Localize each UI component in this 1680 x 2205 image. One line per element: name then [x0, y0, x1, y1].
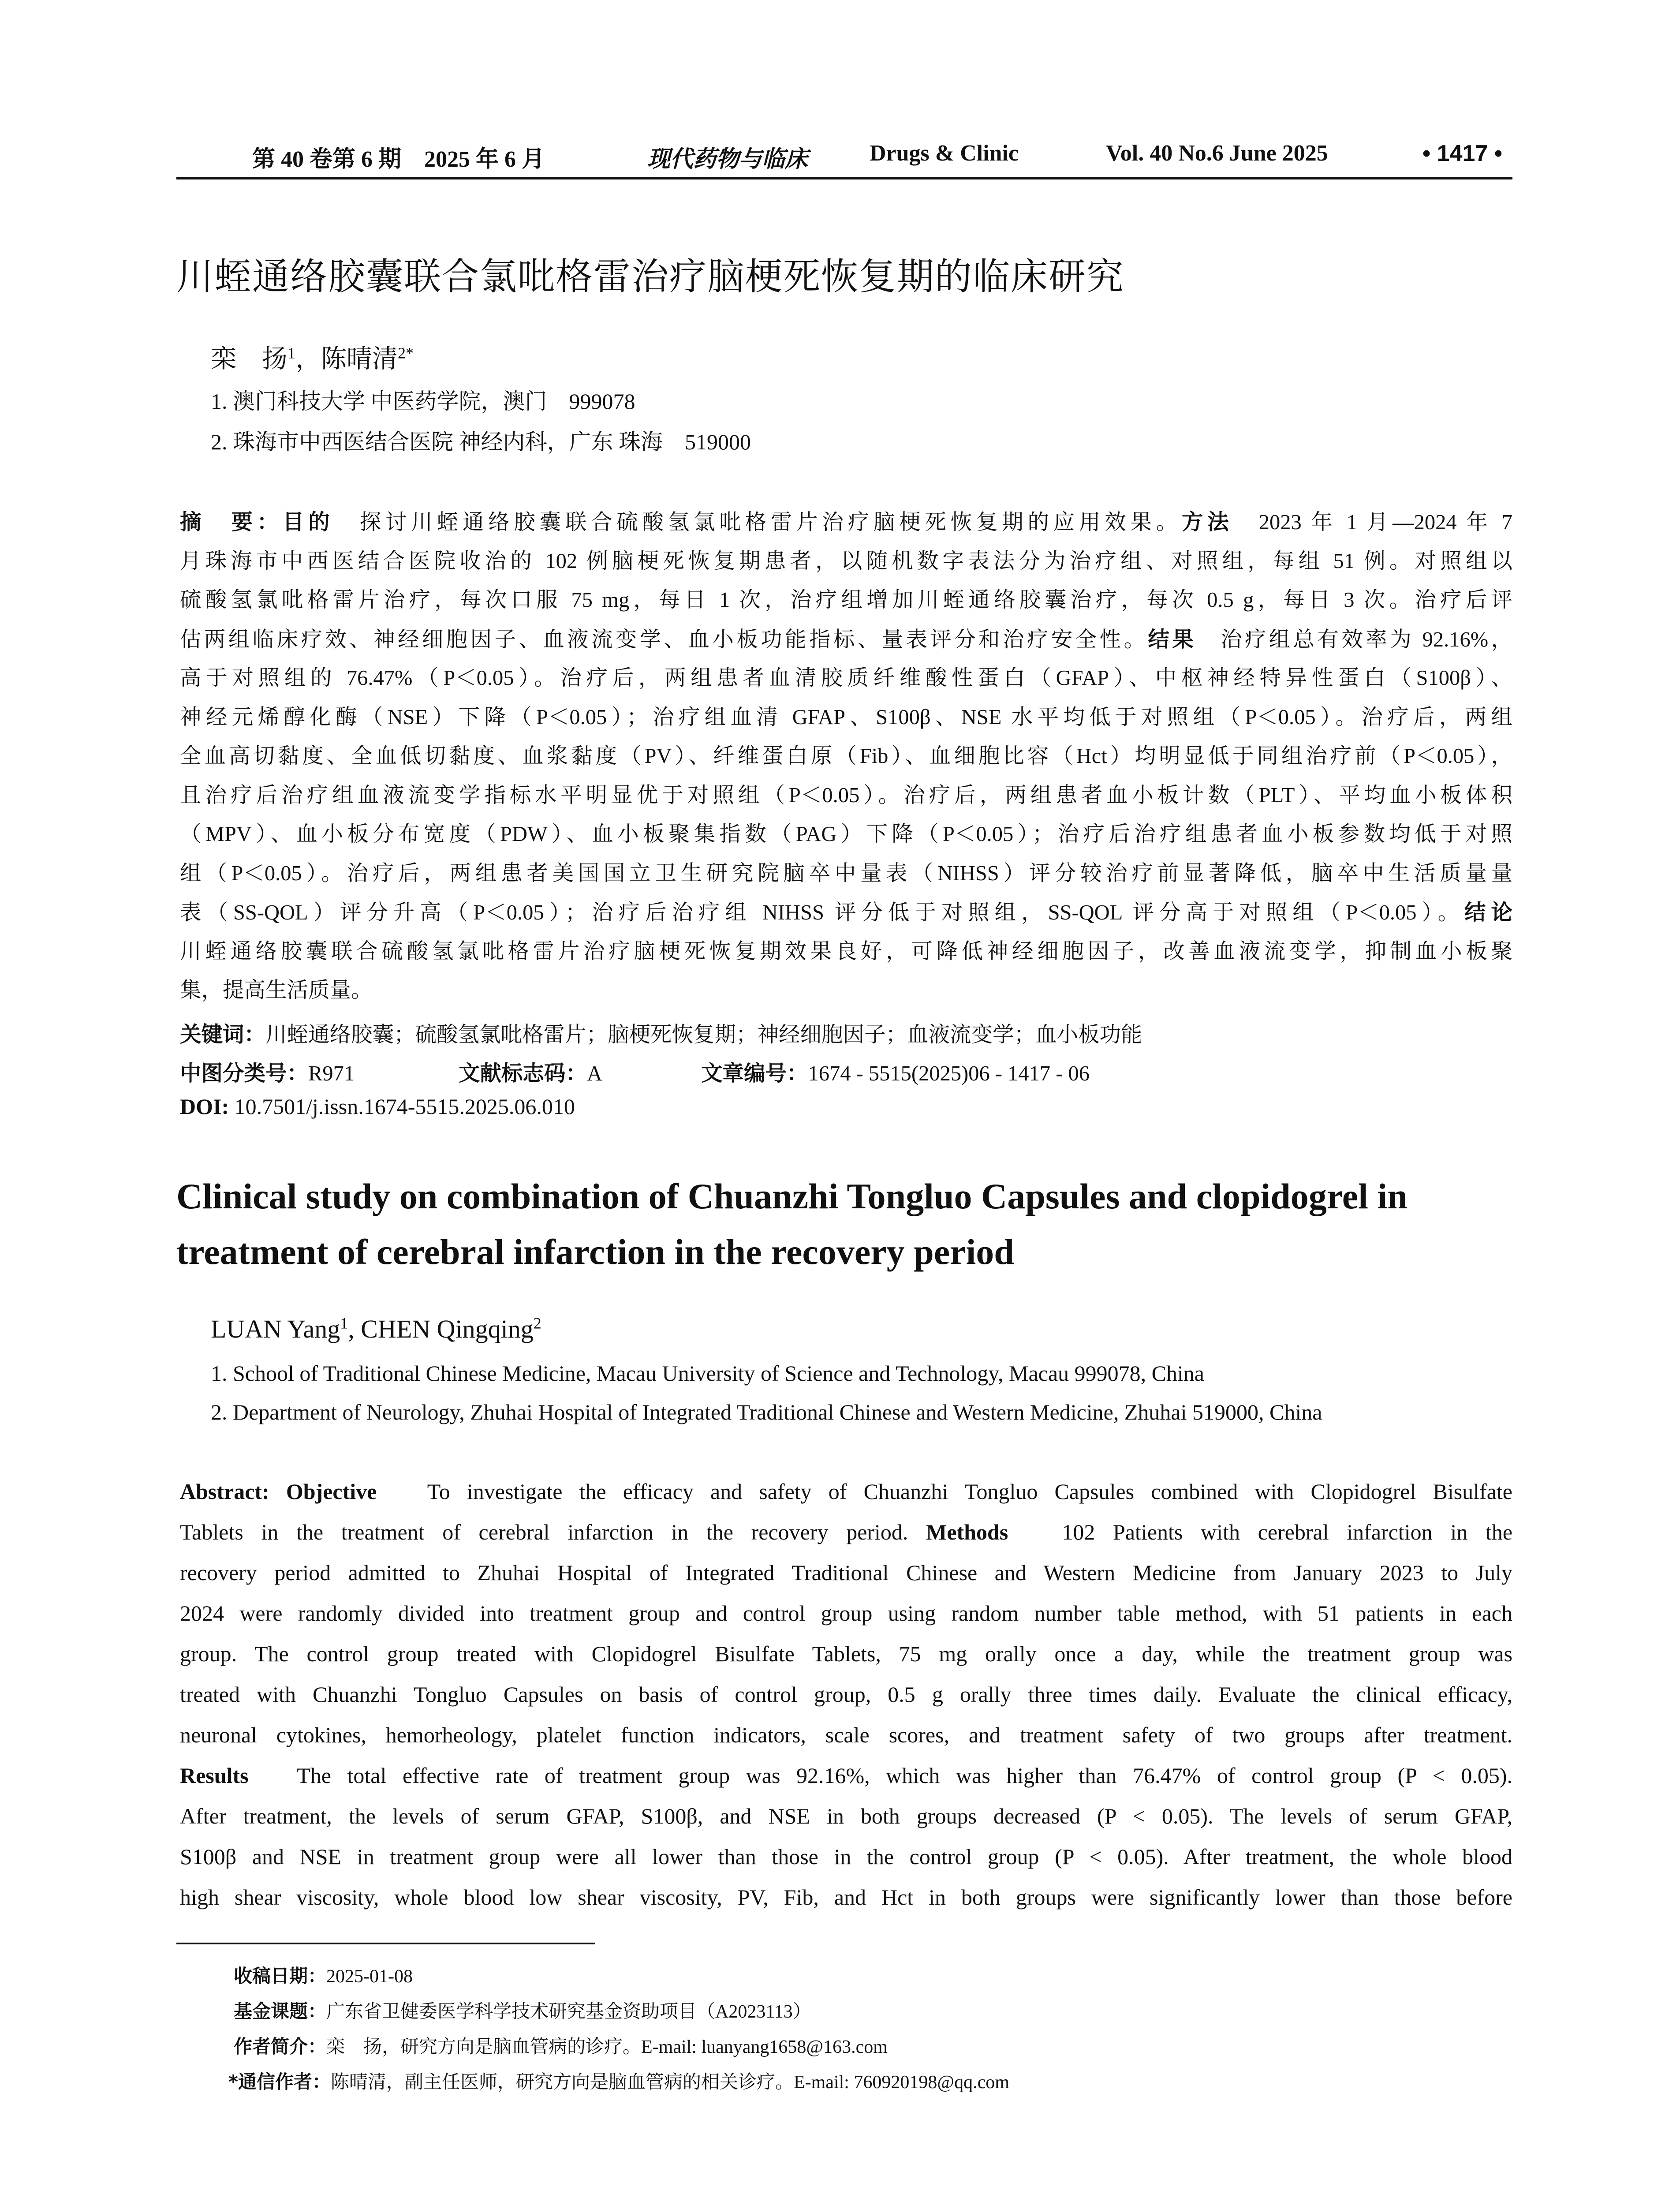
abstract-cn-line: 全血高切黏度、全血低切黏度、血浆黏度（PV）、纤维蛋白原（Fib）、血细胞比容（Hct）均明显低于同组治疗前（P＜0.05）， — [180, 744, 1512, 768]
methods-label-en: Methods — [926, 1520, 1008, 1544]
footnote-corresponding-author: *通信作者：陈晴清，副主任医师，研究方向是脑血管病的相关诊疗。E-mail: 760920198@qq.com — [228, 2071, 1009, 2093]
authors-cn — [211, 338, 414, 375]
header-volume-en: Vol. 40 No.6 June 2025 — [1106, 141, 1328, 166]
footnote-fund: 基金课题：广东省卫健委医学科学技术研究基金资助项目（A2023113） — [234, 2000, 811, 2022]
abstract-en-label: Abstract: — [180, 1479, 269, 1504]
footnote-author-bio: 作者简介：栾 扬，研究方向是脑血管病的诊疗。E-mail: luanyang1658@163.com — [234, 2036, 888, 2057]
doi-link[interactable]: 10.7501/j.issn.1674-5515.2025.06.010 — [234, 1094, 575, 1119]
abstract-en — [180, 1471, 1512, 1917]
objective-label-cn: 目的 — [283, 510, 334, 534]
header-rule — [176, 177, 1512, 179]
author-en-2: , CHEN Qingqing — [348, 1315, 534, 1343]
abstract-cn-line: （MPV）、血小板分布宽度（PDW）、血小板聚集指数（PAG）下降（P＜0.05）；治疗后治疗组患者血小板参数均低于对照 — [180, 822, 1512, 846]
abstract-en-line: recovery period admitted to Zhuhai Hospital of Integrated Traditional Chinese and Western Medicine from January 2023 to July — [180, 1560, 1512, 1585]
abstract-en-line: neuronal cytokines, hemorheology, platelet function indicators, scale scores, and treatment safety of two groups after treatment. — [180, 1723, 1512, 1747]
abstract-en-line: Tablets in the treatment of cerebral infarction in the recovery period. Methods 102 Patients with cerebral infarction in the — [180, 1520, 1513, 1544]
authors-en: LUAN Yang$^1$, CHEN Qingqing$^2$ — [211, 1314, 541, 1343]
abstract-cn-line: 川蛭通络胶囊联合硫酸氢氯吡格雷片治疗脑梗死恢复期效果良好，可降低神经细胞因子，改善血液流变学，抑制血小板聚 — [180, 939, 1512, 963]
document-code-row: 文献标志码：A — [459, 1061, 603, 1086]
abstract-en-line: treated with Chuanzhi Tongluo Capsules on basis of control group, 0.5 g orally three times daily. Evaluate the clinical efficacy, — [180, 1682, 1512, 1707]
abstract-cn — [180, 503, 1512, 1010]
results-label-cn: 结果 — [1148, 627, 1197, 652]
keywords-label-cn: 关键词： — [180, 1022, 266, 1047]
title-cn: 川蛭通络胶囊联合氯吡格雷治疗脑梗死恢复期的临床研究 — [176, 255, 1125, 298]
article-number: 1674 - 5515(2025)06 - 1417 - 06 — [808, 1062, 1090, 1085]
conclusion-label-cn: 结论 — [1464, 900, 1512, 925]
affiliation-en-1: 1. School of Traditional Chinese Medicine, Macau University of Science and Technology, Macau 999078, China — [211, 1361, 1205, 1386]
abstract-cn-line: 摘 要：目的 探讨川蛭通络胶囊联合硫酸氢氯吡格雷片治疗脑梗死恢复期的应用效果。方法 2023 年 1 月—2024 年 7 — [180, 510, 1512, 534]
abstract-en-line: Abstract: Objective To investigate the efficacy and safety of Chuanzhi Tongluo Capsules combined with Clopidogrel Bisulfate — [180, 1479, 1512, 1504]
abstract-en-line: high shear viscosity, whole blood low shear viscosity, PV, Fib, and Hct in both groups were significantly lower than those before — [180, 1885, 1512, 1910]
abstract-en-line: Results The total effective rate of treatment group was 92.16%, which was higher than 76.47% of control group (P < 0.05). — [180, 1763, 1512, 1788]
abstract-cn-line: 组（P＜0.05）。治疗后，两组患者美国国立卫生研究院脑卒中量表（NIHSS）评分较治疗前显著降低，脑卒中生活质量量 — [180, 861, 1512, 885]
author-cn-1: 栾 扬 — [211, 344, 288, 373]
keywords-cn — [180, 1017, 1142, 1048]
abstract-cn-line: 高于对照组的 76.47%（P＜0.05）。治疗后，两组患者血清胶质纤维酸性蛋白（GFAP）、中枢神经特异性蛋白（S100β）、 — [180, 666, 1512, 690]
objective-label-en: Objective — [286, 1479, 377, 1504]
author-cn-1-affiliation-mark: 1 — [287, 344, 295, 362]
article-number-row: 文章编号：1674 - 5515(2025)06 - 1417 - 06 — [701, 1061, 1090, 1086]
header-page-number: • 1417 • — [1422, 141, 1502, 166]
abstract-en-line: After treatment, the levels of serum GFAP, S100β, and NSE in both groups decreased (P < 0.05). The levels of serum GFAP, — [180, 1804, 1512, 1828]
header-issue-cn: 第 40 卷第 6 期 2025 年 6 月 — [252, 147, 545, 172]
affiliation-en-2: 2. Department of Neurology, Zhuhai Hospital of Integrated Traditional Chinese and Western Medicine, Zhuhai 519000, China — [211, 1400, 1322, 1424]
classification-row: 中图分类号：R971 — [180, 1061, 355, 1086]
abstract-cn-line: 集，提高生活质量。 — [180, 979, 373, 1002]
abstract-cn-label: 摘 要： — [180, 510, 283, 534]
doi-row: DOI: 10.7501/j.issn.1674-5515.2025.06.010 — [180, 1094, 575, 1119]
footnote-received: 收稿日期：2025-01-08 — [234, 1965, 413, 1987]
abstract-cn-line: 硫酸氢氯吡格雷片治疗，每次口服 75 mg，每日 1 次，治疗组增加川蛭通络胶囊治疗，每次 0.5 g，每日 3 次。治疗后评 — [180, 588, 1512, 612]
abstract-en-line: 2024 were randomly divided into treatment group and control group using random number table method, with 51 patients in each — [180, 1601, 1512, 1626]
author-separator: ， — [295, 344, 321, 373]
abstract-en-line: group. The control group treated with Clopidogrel Bisulfate Tablets, 75 mg orally once a day, while the treatment group was — [180, 1641, 1512, 1666]
document-code: A — [587, 1062, 603, 1085]
author-cn-2-affiliation-mark: 2* — [398, 344, 414, 362]
header-journal-en: Drugs & Clinic — [870, 141, 1019, 166]
title-en: Clinical study on combination of Chuanzhi Tongluo Capsules and clopidogrel in treatment of cerebral infarction in the recovery period — [176, 1176, 1407, 1272]
clc-number: R971 — [308, 1062, 355, 1085]
methods-label-cn: 方法 — [1182, 510, 1233, 534]
footnote-rule — [176, 1943, 595, 1944]
abstract-cn-line: 估两组临床疗效、神经细胞因子、血液流变学、血小板功能指标、量表评分和治疗安全性。结果 治疗组总有效率为 92.16%， — [180, 627, 1512, 652]
abstract-cn-line: 月珠海市中西医结合医院收治的 102 例脑梗死恢复期患者，以随机数字表法分为治疗组、对照组，每组 51 例。对照组以 — [180, 549, 1512, 573]
abstract-cn-line: 神经元烯醇化酶（NSE）下降（P＜0.05）；治疗组血清 GFAP、S100β、NSE 水平均低于对照组（P＜0.05）。治疗后，两组 — [180, 705, 1512, 729]
author-en-1: LUAN Yang — [211, 1315, 340, 1343]
abstract-cn-line: 表（SS-QOL）评分升高（P＜0.05）；治疗后治疗组 NIHSS 评分低于对照组，SS-QOL 评分高于对照组（P＜0.05）。结论 — [180, 900, 1512, 925]
affiliation-cn-2: 2. 珠海市中西医结合医院 神经内科，广东 珠海 519000 — [211, 430, 751, 454]
results-label-en: Results — [180, 1763, 249, 1788]
keywords-text-cn: 川蛭通络胶囊；硫酸氢氯吡格雷片；脑梗死恢复期；神经细胞因子；血液流变学；血小板功能 — [265, 1023, 1142, 1046]
abstract-en-line: S100β and NSE in treatment group were all lower than those in the control group (P < 0.05). After treatment, the whole blood — [180, 1844, 1512, 1869]
abstract-cn-line: 且治疗后治疗组血液流变学指标水平明显优于对照组（P＜0.05）。治疗后，两组患者血小板计数（PLT）、平均血小板体积 — [180, 783, 1512, 807]
header-journal-cn: 现代药物与临床 — [647, 146, 808, 172]
affiliation-cn-1: 1. 澳门科技大学 中医药学院，澳门 999078 — [211, 389, 635, 414]
author-cn-2: 陈晴清 — [321, 344, 398, 373]
